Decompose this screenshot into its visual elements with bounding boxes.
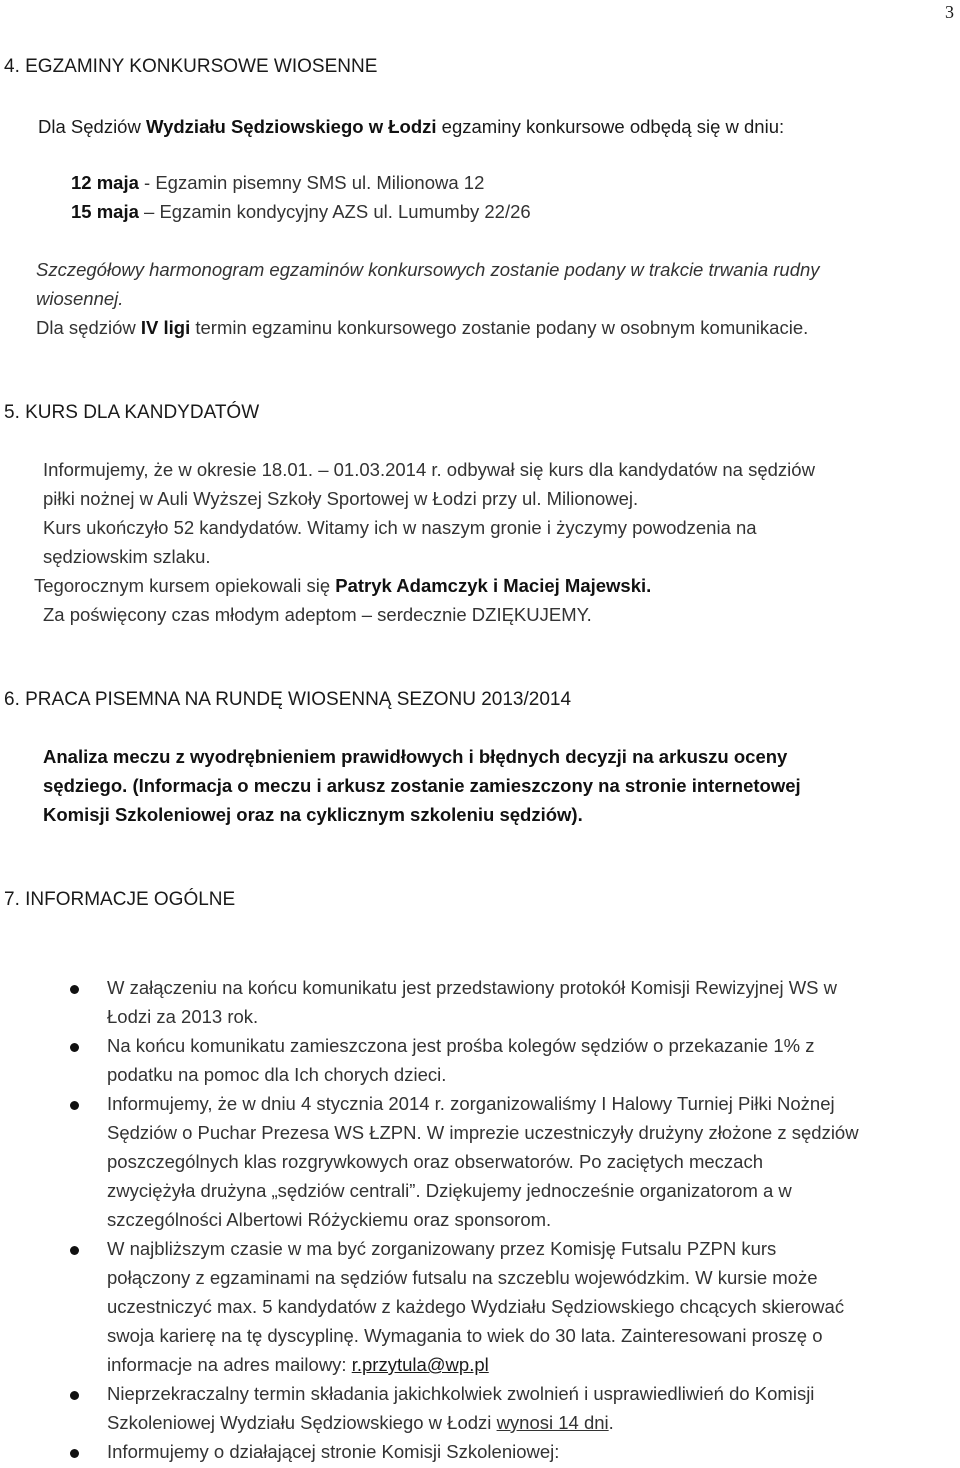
s7-b3-line-4: zwyciężyła drużyna „sędziów centrali”. Dziękujemy jednocześnie organizatorom a w — [107, 1180, 792, 1201]
s4-exam-fitness: 15 maja – Egzamin kondycyjny AZS ul. Lumumby 22/26 — [71, 201, 531, 222]
s7-b4-line-1: W najbliższym czasie w ma być zorganizowany przez Komisję Futsalu PZPN kurs — [107, 1238, 777, 1259]
s7-b4-line-3: uczestniczyć max. 5 kandydatów z każdego Wydziału Sędziowskiego chcących skierować — [107, 1296, 845, 1317]
s4-iv-liga-note: Dla sędziów IV ligi termin egzaminu konkursowego zostanie podany w osobnym komunikacie. — [36, 317, 809, 338]
s7-b3-line-2: Sędziów o Puchar Prezesa WS ŁZPN. W imprezie uczestniczyły drużyny złożone z sędziów — [107, 1122, 859, 1143]
s7-b3-line-3: poszczególnych klas rozgrywkowych oraz obserwatorów. Po zaciętych meczach — [107, 1151, 764, 1172]
s5-line-2: piłki nożnej w Auli Wyższej Szkoły Sportowej w Łodzi przy ul. Milionowej. — [43, 488, 639, 509]
s4-schedule-note: Szczegółowy harmonogram egzaminów konkursowych zostanie podany w trakcie trwania rudny — [36, 259, 820, 280]
section-7-title: 7. INFORMACJE OGÓLNE — [4, 889, 236, 910]
s7-b5-line-2: Szkoleniowej Wydziału Sędziowskiego w Łodzi wynosi 14 dni. — [107, 1412, 614, 1433]
s6-line-1: Analiza meczu z wyodrębnieniem prawidłowych i błędnych decyzji na arkuszu oceny — [43, 746, 788, 767]
s7-b4-line-5: informacje na adres mailowy: r.przytula@wp.pl — [107, 1354, 489, 1375]
s5-line-3: Kurs ukończyło 52 kandydatów. Witamy ich w naszym gronie i życzymy powodzenia na — [43, 517, 757, 538]
s4-exam-written: 12 maja - Egzamin pisemny SMS ul. Milionowa 12 — [71, 172, 485, 193]
s5-line-6: Za poświęcony czas młodym adeptom – serdecznie DZIĘKUJEMY. — [43, 604, 592, 625]
s7-b3-line-5: szczególności Albertowi Różyckiemu oraz sponsorom. — [107, 1209, 552, 1230]
s5-line-5: Tegorocznym kursem opiekowali się Patryk Adamczyk i Maciej Majewski. — [34, 575, 652, 596]
s7-b2-line-1: Na końcu komunikatu zamieszczona jest prośba kolegów sędziów o przekazanie 1% z — [107, 1035, 815, 1056]
s7-b4-line-2: połączony z egzaminami na sędziów futsalu na szczeblu wojewódzkim. W kursie może — [107, 1267, 818, 1288]
s7-b3-line-1: Informujemy, że w dniu 4 stycznia 2014 r. zorganizowaliśmy I Halowy Turniej Piłki Nożnej — [107, 1093, 835, 1114]
s6-line-2: sędziego. (Informacja o meczu i arkusz zostanie zamieszczony na stronie internetowej — [43, 775, 801, 796]
s5-line-4: sędziowskim szlaku. — [43, 546, 211, 567]
s7-b1-line-1: W załączeniu na końcu komunikatu jest przedstawiony protokół Komisji Rewizyjnej WS w — [107, 977, 838, 998]
bullet-icon — [70, 1391, 79, 1400]
s6-line-3: Komisji Szkoleniowej oraz na cyklicznym szkoleniu sędziów). — [43, 804, 583, 825]
section-4-title: 4. EGZAMINY KONKURSOWE WIOSENNE — [4, 56, 378, 77]
bullet-icon — [70, 1449, 79, 1458]
section-5-title: 5. KURS DLA KANDYDATÓW — [4, 402, 260, 423]
s7-b5-line-1: Nieprzekraczalny termin składania jakichkolwiek zwolnień i usprawiedliwień do Komisji — [107, 1383, 815, 1404]
s7-b4-line-4: swoja karierę na tę dyscyplinę. Wymagania to wiek do 30 lata. Zainteresowani proszę o — [107, 1325, 823, 1346]
s7-b2-line-2: podatku na pomoc dla Ich chorych dzieci. — [107, 1064, 447, 1085]
section-6-title: 6. PRACA PISEMNA NA RUNDĘ WIOSENNĄ SEZONU 2013/2014 — [4, 689, 572, 710]
s5-line-1: Informujemy, że w okresie 18.01. – 01.03.2014 r. odbywał się kurs dla kandydatów na sędziów — [43, 459, 815, 480]
s4-schedule-note-2: wiosennej. — [36, 288, 124, 309]
s7-b6-line-1: Informujemy o działającej stronie Komisji Szkoleniowej: — [107, 1441, 560, 1462]
bullet-icon — [70, 1101, 79, 1110]
s4-intro: Dla Sędziów Wydziału Sędziowskiego w Łodzi egzaminy konkursowe odbędą się w dniu: — [38, 116, 785, 137]
bullet-icon — [70, 1246, 79, 1255]
email-link[interactable]: r.przytula@wp.pl — [351, 1354, 489, 1375]
bullet-icon — [70, 985, 79, 994]
bullet-icon — [70, 1043, 79, 1052]
page-number: 3 — [945, 2, 954, 22]
s7-b1-line-2: Łodzi za 2013 rok. — [107, 1006, 259, 1027]
